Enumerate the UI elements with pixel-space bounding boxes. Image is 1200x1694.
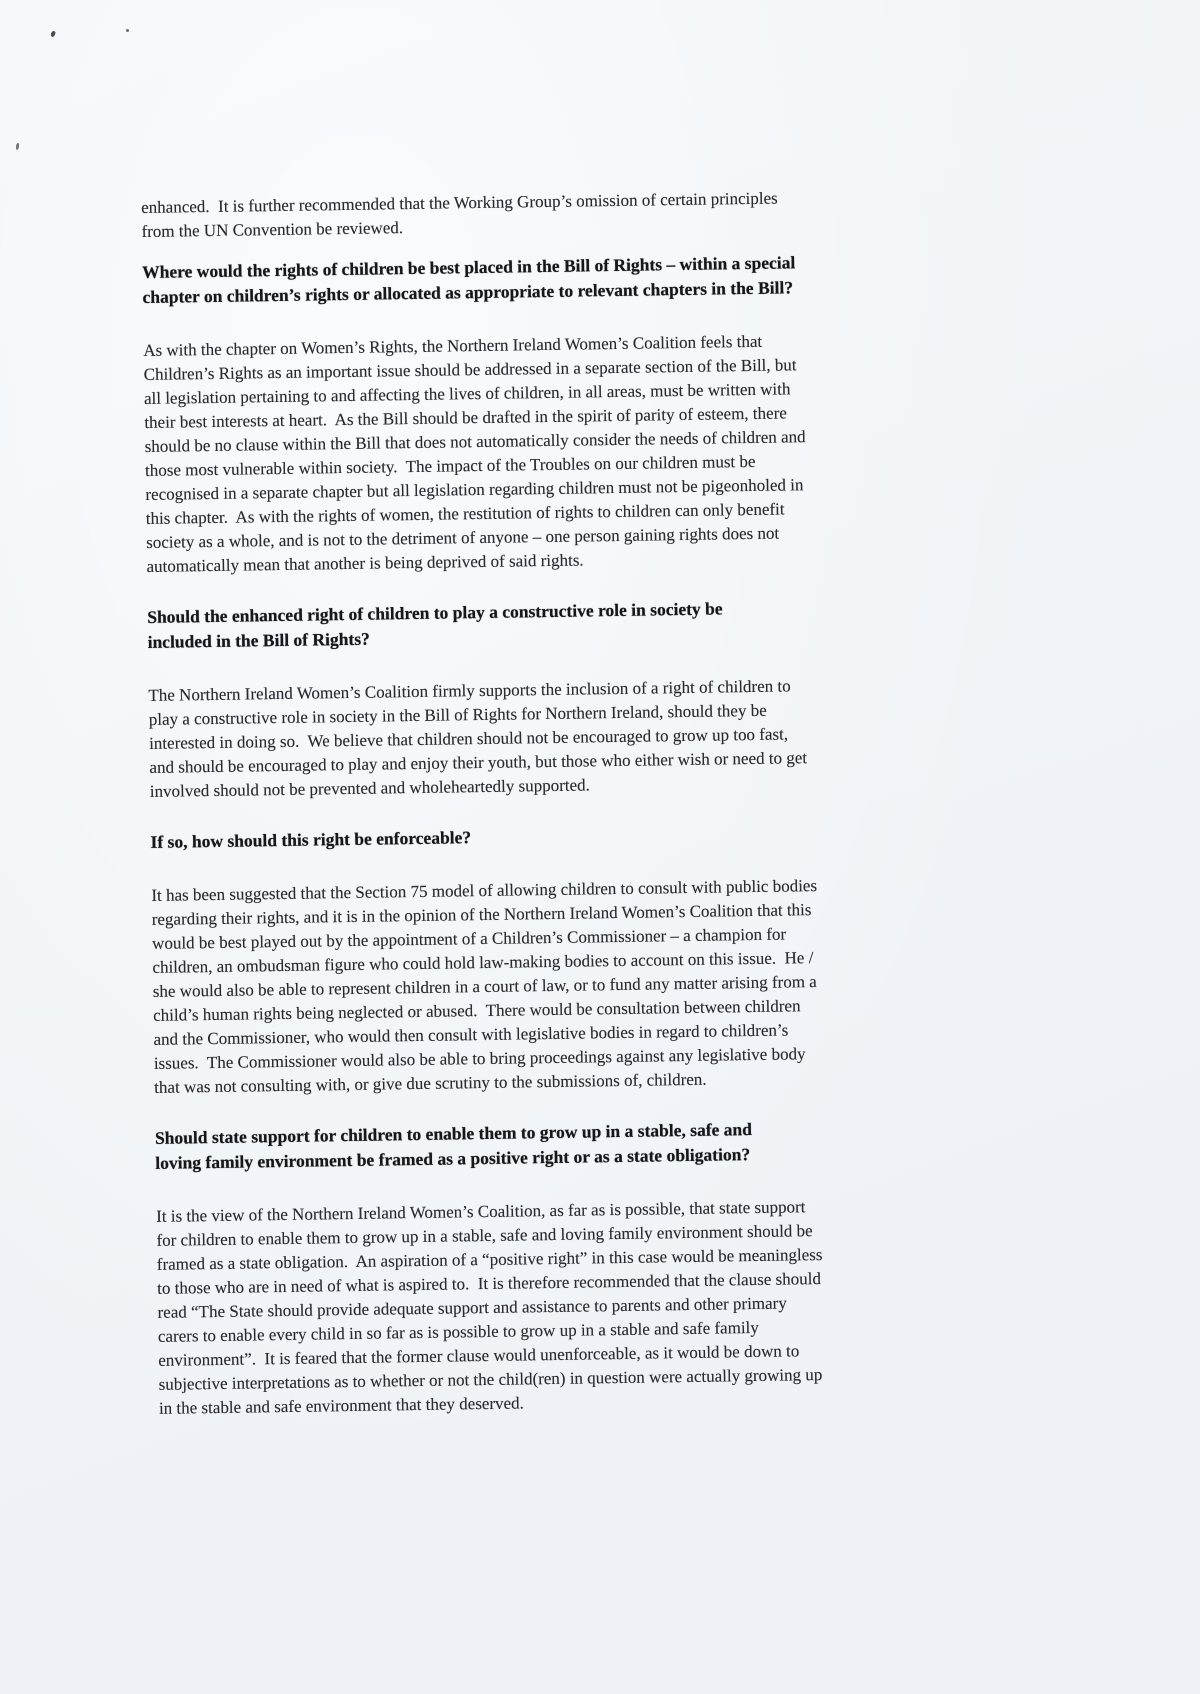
document-text-block	[141, 183, 1007, 1446]
section-heading-constructive-role: Should the enhanced right of children to play a constructive role in society be included in the Bill of Rights?	[147, 598, 723, 652]
section-heading-state-support: Should state support for children to enable them to grow up in a stable, safe and loving family environment be framed as a positive right or as a state obligation?	[154, 1119, 753, 1173]
section-heading-placement-of-childrens-rights: Where would the rights of children be best placed in the Bill of Rights – within a special chapter on children’s rights or allocated as appropriate to relevant chapters in the Bill?	[141, 252, 796, 307]
paragraph-childrens-commissioner: It has been suggested that the Section 75 model of allowing children to consult with public bodies regarding their rights, and it is in the opinion of the Northern Ireland Women’s Coalition that this would be best played out by the appointment of a Children’s Commissioner – a champion for children, an ombudsman figure who could hold law-making bodies to account on this issue. He / she would also be able to represent children in a court of law, or to fund any matter arising from a child’s human rights being neglected or abused. There would be consultation between children and the Commissioner, who would then consult with legislative bodies in regard to children’s issues. The Commissioner would also be able to bring proceedings against any legislative body that was not consulting with, or give due scrutiny to the submissions of, children.	[151, 876, 818, 1097]
paragraph-state-obligation: It is the view of the Northern Ireland Women’s Coalition, as far as is possible, that state support for children to enable them to grow up in a stable, safe and loving family environment should be framed as a state obligation. An aspiration of a “positive right” in this case would be meaningless to those who are in need of what is aspired to. It is therefore recommended that the clause should read “The State should provide adequate support and assistance to parents and other primary carers to enable every child in so far as is possible to grow up in a stable and safe family environment”. It is feared that the former clause would unenforceable, as it would be down to subjective interpretations as to whether or not the child(ren) in question were actually growing up in the stable and safe environment that they deserved.	[155, 1197, 823, 1418]
section-heading-enforceability: If so, how should this right be enforceable?	[150, 827, 472, 852]
paragraph-separate-section: As with the chapter on Women’s Rights, the Northern Ireland Women’s Coalition feels that Children’s Rights as an important issue should be addressed in a separate section of the Bill, but all legislation pertaining to and affecting the lives of children, in all areas, must be written with their best interests at heart. As the Bill should be drafted in the spirit of parity of esteem, there should be no clause within the Bill that does not automatically consider the needs of children and those most vulnerable within society. The impact of the Troubles on our children must be recognised in a separate chapter but all legislation regarding children must not be pigeonholed in this chapter. As with the rights of women, the restitution of rights to children can only benefit society as a whole, and is not to the detriment of anyone – one person gaining rights does not automatically mean that another is being deprived of said rights.	[143, 331, 806, 576]
scan-speck-icon	[50, 30, 56, 37]
scan-speck-icon	[126, 29, 129, 32]
paragraph-continuation: enhanced. It is further recommended that the Working Group’s omission of certain principles from the UN Convention be reviewed.	[141, 188, 778, 241]
paragraph-constructive-role-support: The Northern Ireland Women’s Coalition firmly supports the inclusion of a right of children to play a constructive role in society in the Bill of Rights for Northern Ireland, should they be interested in doing so. We believe that children should not be encouraged to grow up too fast, and should be encouraged to play and enjoy their youth, but those who either wish or need to get involved should not be prevented and wholeheartedly supported.	[148, 676, 808, 801]
scan-speck-icon	[16, 143, 20, 150]
